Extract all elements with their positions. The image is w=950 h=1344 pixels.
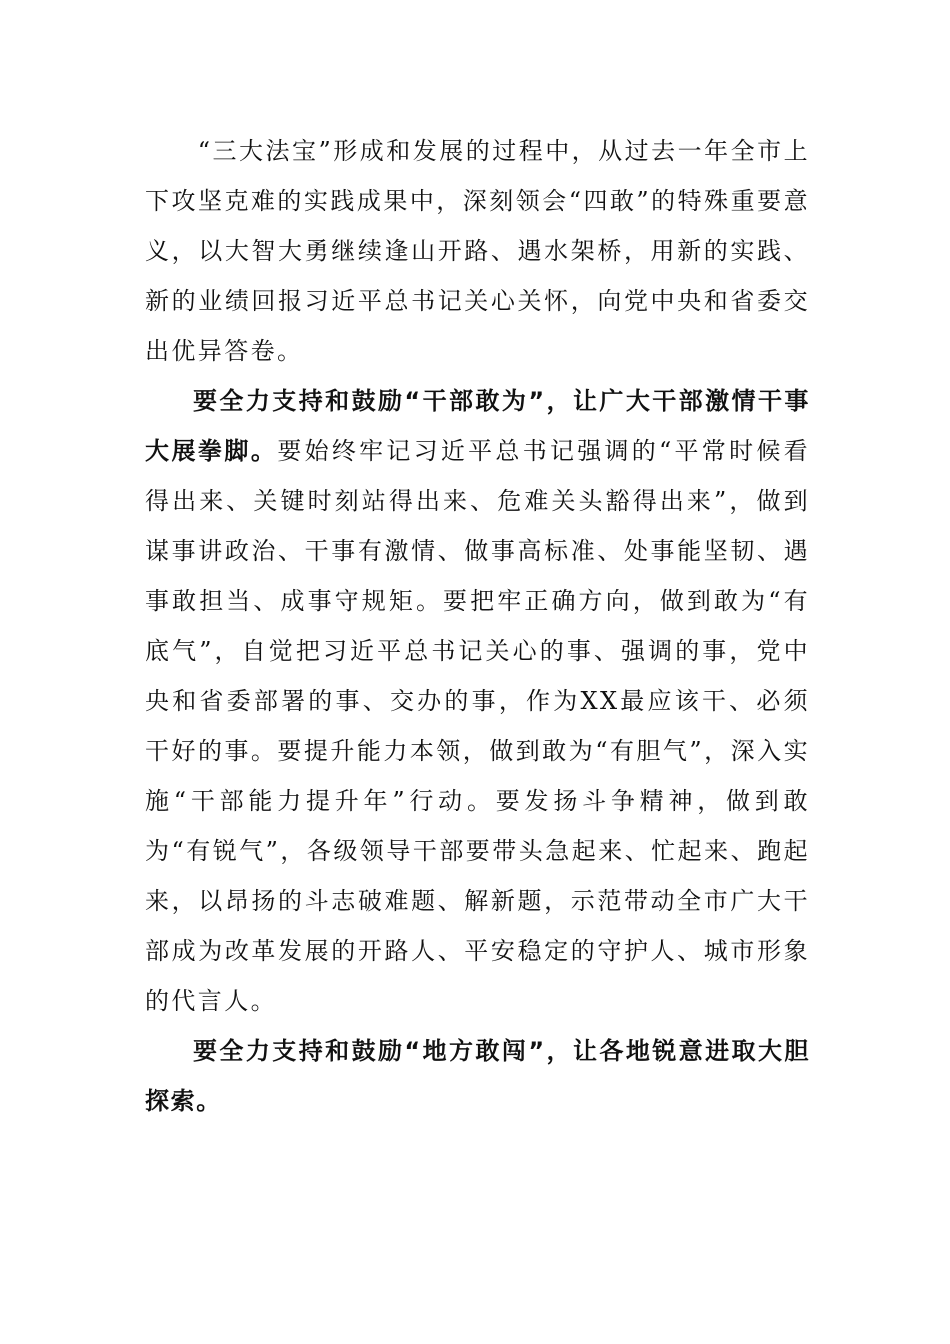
paragraph-2 [145, 376, 810, 1026]
paragraph-1-text: “三大法宝”形成和发展的过程中，从过去一年全市上下攻坚克难的实践成果中，深刻领会“四敢”的特殊重要意义，以大智大勇继续逢山开路、遇水架桥，用新的实践、新的业绩回报习近平总书记关心关怀，向党中央和省委交出优异答卷。 [145, 137, 810, 365]
paragraph-1 [145, 126, 810, 376]
paragraph-3-heading: 要全力支持和鼓励“地方敢闯”，让各地锐意进取大胆探索。 [145, 1037, 810, 1115]
paragraph-2-heading: 要全力支持和鼓励“干部敢为”，让广大干部激情干事大展拳脚。 [145, 387, 810, 465]
paragraph-2-text: 要始终牢记习近平总书记强调的“平常时候看得出来、关键时刻站得出来、危难关头豁得出来”，做到谋事讲政治、干事有激情、做事高标准、处事能坚韧、遇事敢担当、成事守规矩。要把牢正确方向，做到敢为“有底气”，自觉把习近平总书记关心的事、强调的事，党中央和省委部署的事、交办的事，作为XX最应该干、必须干好的事。要提升能力本领，做到敢为“有胆气”，深入实施“干部能力提升年”行动。要发扬斗争精神，做到敢为“有锐气”，各级领导干部要带头急起来、忙起来、跑起来，以昂扬的斗志破难题、解新题，示范带动全市广大干部成为改革发展的开路人、平安稳定的守护人、城市形象的代言人。 [145, 437, 810, 1015]
document-body [145, 126, 810, 1126]
paragraph-3 [145, 1026, 810, 1126]
